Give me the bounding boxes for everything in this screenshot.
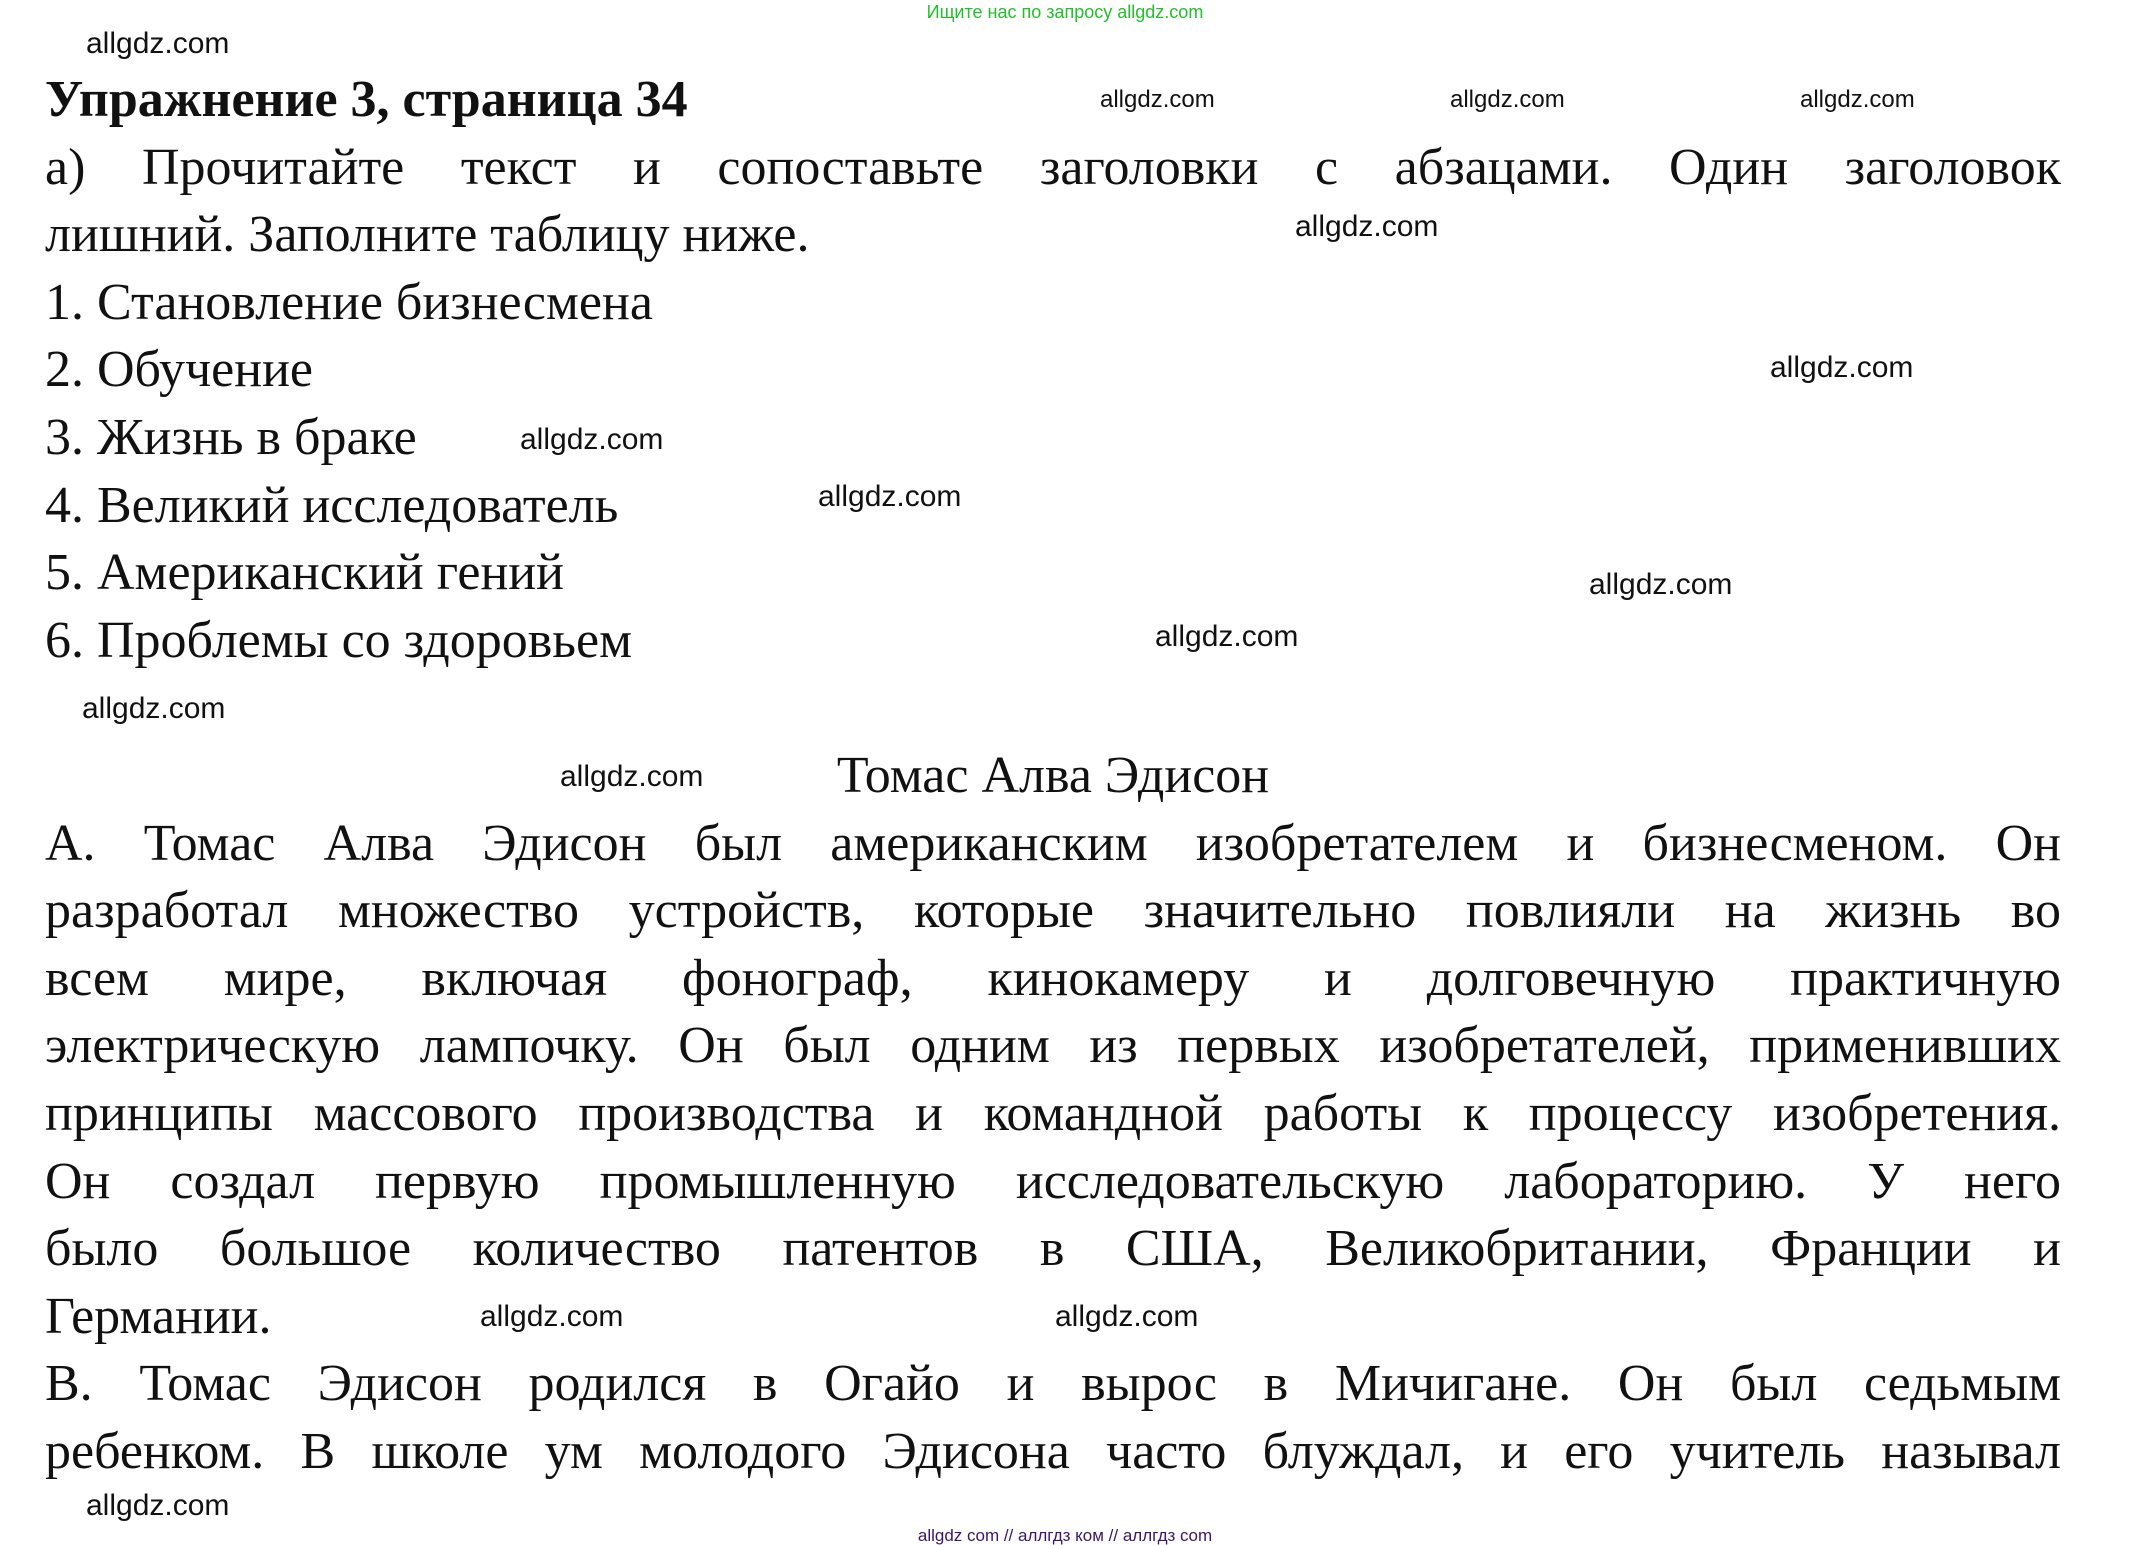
heading-option: 5. Американский гений bbox=[45, 544, 564, 602]
heading-option: 1. Становление бизнесмена bbox=[45, 273, 653, 331]
watermark: allgdz.com bbox=[86, 1489, 230, 1522]
watermark: allgdz.com bbox=[1155, 620, 1299, 653]
document-body bbox=[45, 66, 2061, 1485]
paragraph-a-line: Германии. bbox=[45, 1287, 272, 1345]
watermark: allgdz.com bbox=[1770, 351, 1914, 384]
bottom-banner: allgdz com // аллгдз ком // аллгдз com bbox=[917, 1526, 1213, 1545]
heading-option: 4. Великий исследователь bbox=[45, 476, 619, 534]
top-banner: Ищите нас по запросу allgdz.com bbox=[926, 2, 1204, 22]
exercise-title: Упражнение 3, страница 34 bbox=[45, 71, 688, 128]
heading-option: 2. Обучение bbox=[45, 341, 313, 399]
watermark: allgdz.com bbox=[86, 27, 230, 60]
paragraph-b-line: В. Томас Эдисон родился в Огайо и вырос в Мичигане. Он был седьмым bbox=[45, 1355, 2061, 1413]
watermark: allgdz.com bbox=[82, 692, 226, 725]
paragraph-b-line: ребенком. В школе ум молодого Эдисона часто блуждал, и его учитель называл bbox=[45, 1422, 2061, 1480]
paragraph-a-line: всем мире, включая фонограф, кинокамеру и долговечную практичную bbox=[45, 949, 2061, 1007]
paragraph-a-line: Он создал первую промышленную исследовательскую лабораторию. У него bbox=[45, 1152, 2061, 1210]
watermark: allgdz.com bbox=[480, 1300, 624, 1333]
watermark: allgdz.com bbox=[1295, 210, 1439, 243]
watermark: allgdz.com bbox=[1055, 1300, 1199, 1333]
watermark: allgdz.com bbox=[818, 480, 962, 513]
watermark: allgdz.com bbox=[560, 760, 704, 793]
text-title: Томас Алва Эдисон bbox=[836, 746, 1270, 804]
watermark: allgdz.com bbox=[1100, 86, 1215, 113]
paragraph-a-line: было большое количество патентов в США, Великобритании, Франции и bbox=[45, 1220, 2061, 1278]
paragraph-a-line: принципы массового производства и командной работы к процессу изобретения. bbox=[45, 1084, 2061, 1142]
heading-option: 6. Проблемы со здоровьем bbox=[45, 611, 632, 669]
watermark: allgdz.com bbox=[1450, 86, 1565, 113]
paragraph-a-line: разработал множество устройств, которые значительно повлияли на жизнь во bbox=[45, 882, 2061, 940]
watermark: allgdz.com bbox=[1800, 86, 1915, 113]
watermark: allgdz.com bbox=[1589, 568, 1733, 601]
task-line: а) Прочитайте текст и сопоставьте заголовки с абзацами. Один заголовок bbox=[45, 138, 2061, 196]
paragraph-a-line: электрическую лампочку. Он был одним из первых изобретателей, применивших bbox=[45, 1017, 2061, 1075]
paragraph-a-line: А. Томас Алва Эдисон был американским изобретателем и бизнесменом. Он bbox=[45, 814, 2061, 872]
task-line: лишний. Заполните таблицу ниже. bbox=[45, 206, 810, 264]
watermark: allgdz.com bbox=[520, 423, 664, 456]
heading-option: 3. Жизнь в браке bbox=[45, 408, 417, 466]
